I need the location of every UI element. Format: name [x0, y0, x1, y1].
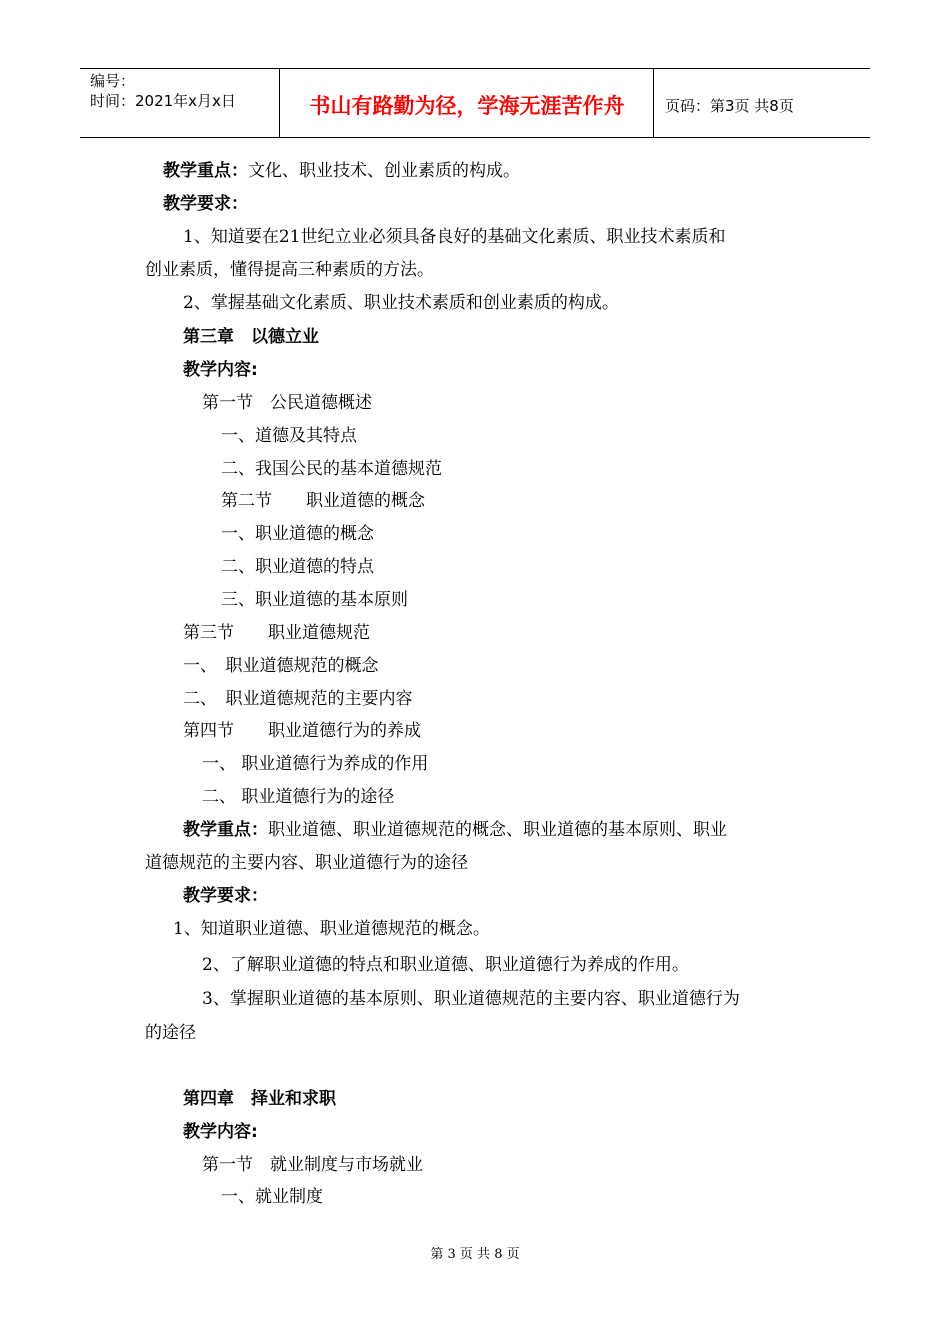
section-3: 第三节 职业道德规范 [183, 623, 370, 643]
content-heading: 教学内容: [183, 360, 258, 380]
requirements-heading: 教学要求： [163, 194, 248, 214]
key-points-cont-2: 道德规范的主要内容、职业道德行为的途径 [145, 853, 468, 873]
item-7: 二、 职业道德规范的主要内容 [183, 689, 413, 709]
page-footer: 第 3 页 共 8 页 [430, 1247, 520, 1262]
key-points-label-2: 教学重点： [183, 820, 268, 840]
section-4: 第四节 职业道德行为的养成 [183, 721, 421, 741]
item-9: 二、 职业道德行为的途径 [202, 787, 395, 807]
item-6: 一、 职业道德规范的概念 [183, 656, 379, 676]
content-heading-2: 教学内容: [183, 1122, 258, 1142]
section-1: 第一节 公民道德概述 [202, 393, 372, 413]
header-motto: 书山有路勤为径，学海无涯苦作舟 [281, 69, 654, 137]
item-3: 一、职业道德的概念 [221, 524, 374, 544]
requirements-heading-2: 教学要求： [183, 886, 268, 906]
requirement-3: 1、知道职业道德、职业道德规范的概念。 [173, 919, 490, 939]
requirement-5: 3、掌握职业道德的基本原则、职业道德规范的主要内容、职业道德行为 [202, 989, 740, 1009]
header-meta [80, 69, 280, 137]
header-time: 时间：2021年x月x日 [90, 92, 236, 110]
requirement-2: 2、掌握基础文化素质、职业技术素质和创业素质的构成。 [183, 293, 619, 313]
header-number: 编号： [90, 72, 136, 90]
key-points-line-2 [183, 819, 727, 841]
page-header [80, 68, 870, 138]
key-points-label: 教学重点： [163, 161, 248, 181]
chapter-4-title: 第四章 择业和求职 [183, 1089, 336, 1109]
item-4: 二、职业道德的特点 [221, 557, 374, 577]
section-2: 第二节 职业道德的概念 [221, 491, 425, 511]
section-4-1: 第一节 就业制度与市场就业 [202, 1155, 423, 1175]
item-5: 三、职业道德的基本原则 [221, 590, 408, 610]
requirement-1: 1、知道要在21世纪立业必须具备良好的基础文化素质、职业技术素质和 [183, 227, 726, 247]
header-page-info: 页码：第3页 共8页 [665, 96, 794, 115]
item-1: 一、道德及其特点 [221, 426, 357, 446]
item-2: 二、我国公民的基本道德规范 [221, 459, 442, 479]
key-points-line [163, 160, 520, 182]
chapter-3-title: 第三章 以德立业 [183, 327, 319, 347]
key-points-text-2: 职业道德、职业道德规范的概念、职业道德的基本原则、职业 [268, 820, 727, 840]
requirement-4: 2、了解职业道德的特点和职业道德、职业道德行为养成的作用。 [202, 955, 689, 975]
requirement-1-cont: 创业素质，懂得提高三种素质的方法。 [145, 260, 434, 280]
requirement-5-cont: 的途径 [145, 1023, 196, 1043]
key-points-text: 文化、职业技术、创业素质的构成。 [248, 161, 520, 181]
item-8: 一、 职业道德行为养成的作用 [202, 754, 429, 774]
item-10: 一、就业制度 [221, 1187, 323, 1207]
